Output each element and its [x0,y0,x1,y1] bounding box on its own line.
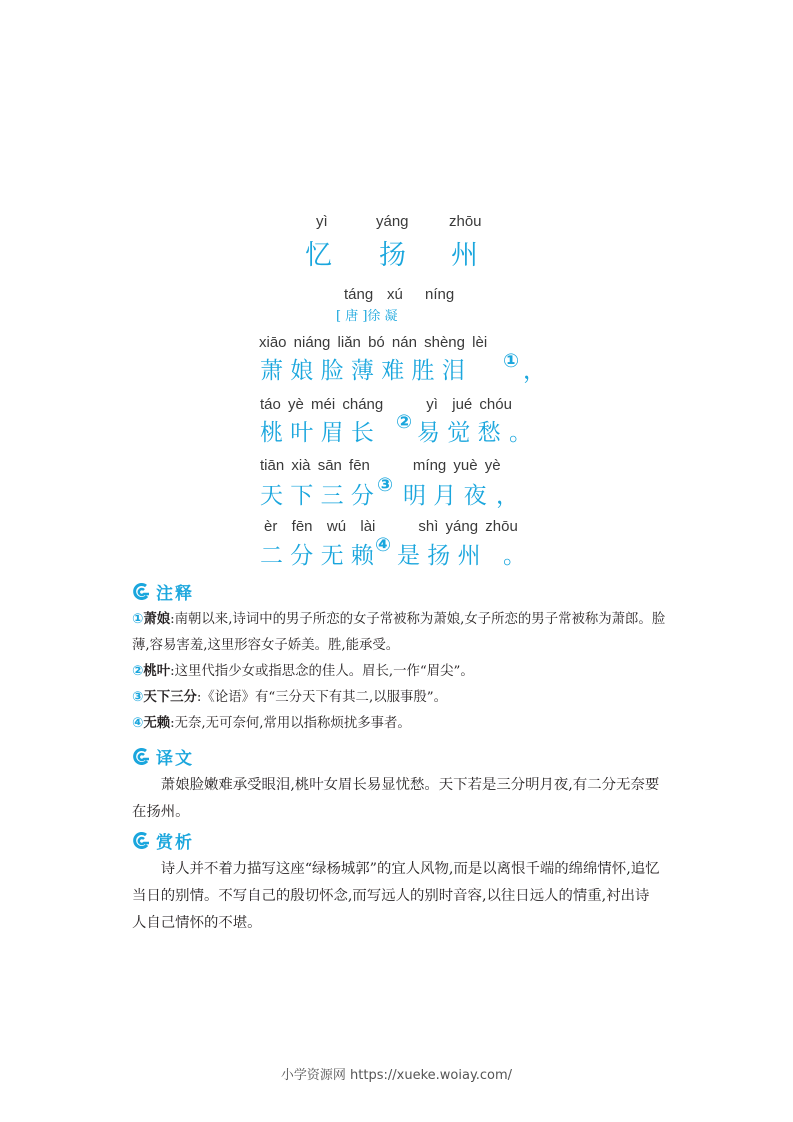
note-number: ④ [132,716,144,731]
note-number: ① [132,612,144,627]
note-marker-1: ① [503,350,520,372]
note-number: ③ [132,690,144,705]
swirl-icon [132,830,152,850]
footer-watermark: 小学资源网 https://xueke.woiay.com/ [280,1068,513,1083]
note-text: :南朝以来,诗词中的男子所恋的女子常被称为萧娘,女子所恋的男子常被称为萧郎。脸薄,容易害羞,这里形容女子娇美。胜,能承受。 [132,612,666,653]
note-text: :这里代指少女或指思念的佳人。眉长,一作“眉尖”。 [170,664,474,679]
note-marker-3: ③ [377,474,394,496]
note-term: 天下三分 [143,690,197,705]
line3-punct: ， [496,483,519,509]
note-number: ② [132,664,144,679]
appreciation-text: 诗人并不着力描写这座“绿杨城郭”的宜人风物,而是以离恨千端的绵绵情怀,追忆当日的别情。不写自己的殷切怀念,而写远人的别时音容,以往日远人的情重,衬出诗人自己情怀的不堪。 [132,861,660,931]
note-item-4 [132,711,672,737]
poem-line-3b: 明 月 夜 [403,483,487,509]
note-item-2 [132,659,672,685]
note-term: 萧娘 [143,612,171,627]
translation-title: 译文 [156,748,194,769]
line3-pinyin: tiān xià sān fēn míng yuè yè [260,457,501,474]
line2-punct: 。 [509,420,532,446]
poem-line-2a: 桃 叶 眉 长 [260,420,374,446]
note-item-1 [132,607,672,659]
poem-title-char-3: 州 [451,240,478,271]
note-marker-4: ④ [375,534,392,556]
line4-pinyin: èr fēn wú lài shì yáng zhōu [264,518,518,535]
author-pinyin-3: níng [425,286,455,303]
line1-pinyin: xiāo niáng liǎn bó nán shèng lèi [259,334,488,351]
author-pinyin-2: xú [387,286,403,303]
note-marker-2: ② [396,411,413,433]
title-pinyin-1: yì [316,213,328,230]
author-pinyin-1: táng [344,286,374,303]
title-pinyin-2: yáng [376,213,409,230]
appreciation-heading [132,829,194,851]
title-pinyin-3: zhōu [449,213,482,230]
appreciation-title: 赏析 [156,832,194,853]
notes-title: 注释 [156,583,194,604]
note-text: :无奈,无可奈何,常用以指称烦扰多事者。 [170,716,411,731]
line1-punct: ， [523,358,546,384]
swirl-icon [132,746,152,766]
line2-pinyin: táo yè méi cháng yì jué chóu [260,396,512,413]
poem-title-char-1: 忆 [305,240,332,271]
poem-line-1: 萧 娘 脸 薄 难 胜 泪 [260,358,465,384]
note-text: :《论语》有“三分天下有其二,以服事殷”。 [196,690,448,705]
note-item-3 [132,685,672,711]
poem-author: [ 唐 ]徐 凝 [336,309,398,324]
translation-text: 萧娘脸嫩难承受眼泪,桃叶女眉长易显忧愁。天下若是三分明月夜,有二分无奈要在扬州。 [132,777,660,820]
poem-line-3a: 天 下 三 分 [260,483,374,509]
poem-line-2b: 易 觉 愁 [417,420,501,446]
poem-title-char-2: 扬 [379,240,406,271]
notes-heading [132,580,194,602]
poem-line-4a: 二 分 无 赖 [260,543,374,569]
note-term: 桃叶 [143,664,171,679]
note-term: 无赖 [143,716,171,731]
translation-heading [132,745,194,767]
line4-punct: 。 [503,543,526,569]
poem-line-4b: 是 扬 州 [397,543,481,569]
swirl-icon [132,581,152,601]
